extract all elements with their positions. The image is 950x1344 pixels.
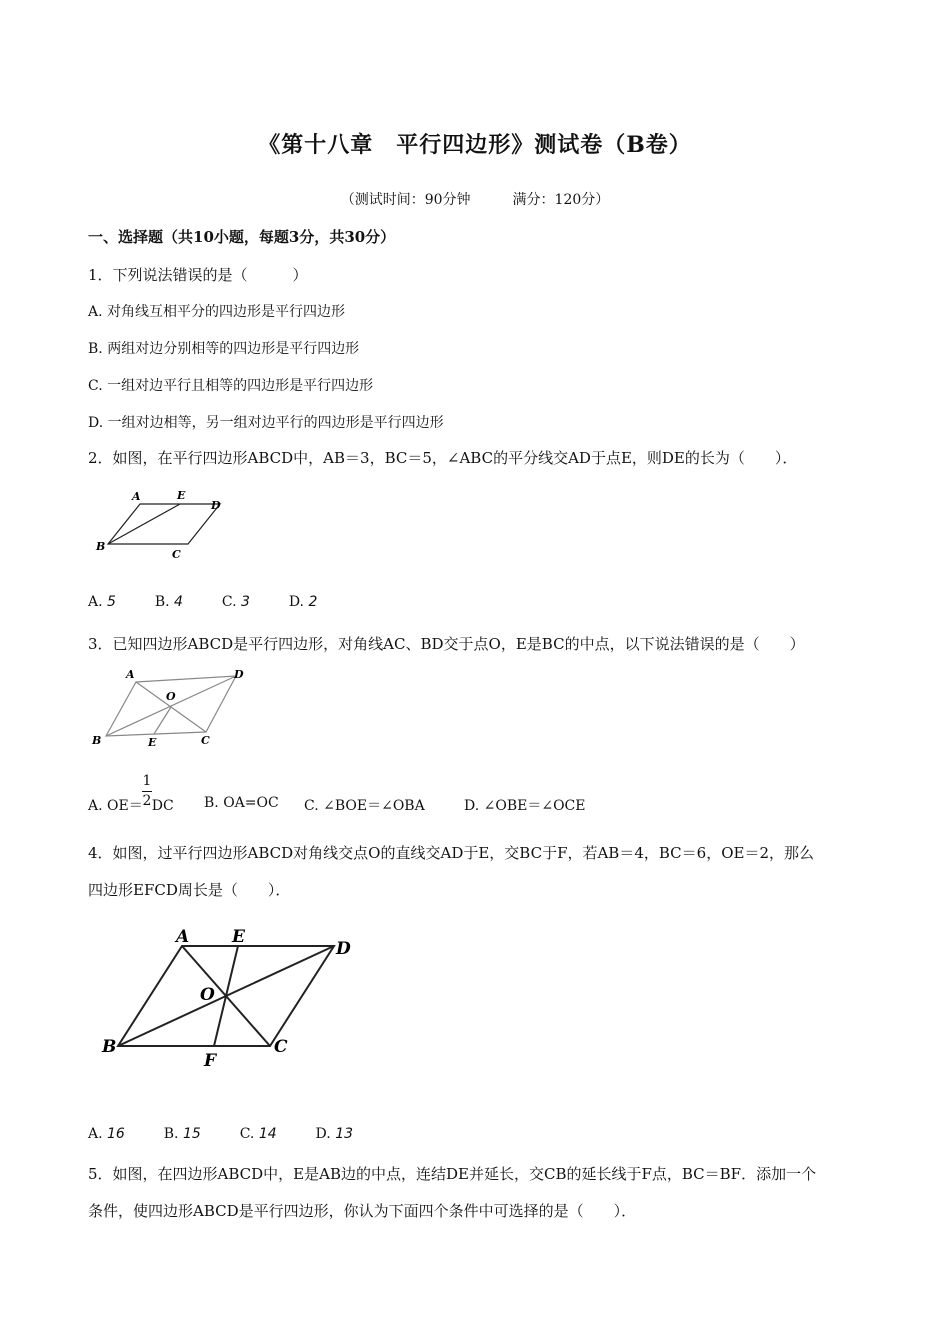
page-title: 《第十八章 平行四边形》测试卷（B卷） xyxy=(258,132,692,158)
question-3-option-b: B. OA=OC xyxy=(204,795,279,811)
question-1-option-c: C. 一组对边平行且相等的四边形是平行四边形 xyxy=(88,378,374,394)
question-2-figure xyxy=(88,482,238,562)
q2-label-c: C xyxy=(172,548,181,561)
q3-label-b: B xyxy=(92,734,102,747)
question-4-options: A. 16 B. 15 C. 14 D. 13 xyxy=(88,1126,354,1142)
q4-label-d: D xyxy=(336,939,351,959)
section-heading: 一、选择题（共10小题，每题3分，共30分） xyxy=(88,228,396,246)
q2-label-a: A xyxy=(132,490,141,503)
question-4-line-2: 四边形EFCD周长是（ ）． xyxy=(88,881,291,899)
q4-label-b: B xyxy=(102,1037,117,1057)
question-1-stem: 1．下列说法错误的是（ ） xyxy=(88,266,308,284)
question-2-stem: 2．如图，在平行四边形ABCD中，AB＝3，BC＝5，∠ABC的平分线交AD于点E，则DE的长为（ ）． xyxy=(88,449,798,467)
question-3-option-a: A. OE＝ DC xyxy=(88,798,174,814)
question-5-line-1: 5．如图，在四边形ABCD中，E是AB边的中点，连结DE并延长，交CB的延长线于F点，BC＝BF．添加一个 xyxy=(88,1165,817,1183)
question-1-option-d: D. 一组对边相等，另一组对边平行的四边形是平行四边形 xyxy=(88,415,444,431)
q2-label-b: B xyxy=(96,540,106,553)
q2-label-d: D xyxy=(211,499,221,512)
q3-label-e: E xyxy=(148,736,157,749)
fraction-one-half: 1 2 xyxy=(142,773,152,809)
q3-label-c: C xyxy=(201,734,210,747)
question-1-option-a: A. 对角线互相平分的四边形是平行四边形 xyxy=(88,304,346,320)
question-5-line-2: 条件，使四边形ABCD是平行四边形，你认为下面四个条件中可选择的是（ ）． xyxy=(88,1202,637,1220)
test-info: （测试时间：90分钟 满分：120分） xyxy=(340,192,610,208)
q3-label-a: A xyxy=(126,668,135,681)
question-1-option-b: B. 两组对边分别相等的四边形是平行四边形 xyxy=(88,341,360,357)
question-4-line-1: 4．如图，过平行四边形ABCD对角线交点O的直线交AD于E，交BC于F，若AB＝4，BC＝6，OE＝2，那么 xyxy=(88,844,814,862)
q4-label-o: O xyxy=(200,985,215,1005)
q4-label-a: A xyxy=(176,927,190,947)
question-4-figure xyxy=(88,920,368,1070)
q3-label-d: D xyxy=(234,668,244,681)
q4-label-e: E xyxy=(232,927,245,947)
q4-label-c: C xyxy=(274,1037,288,1057)
question-3-option-d: D. ∠OBE＝∠OCE xyxy=(464,798,586,814)
q2-label-e: E xyxy=(177,489,186,502)
question-2-options: A. 5 B. 4 C. 3 D. 2 xyxy=(88,594,318,610)
question-3-option-c: C. ∠BOE＝∠OBA xyxy=(304,798,425,814)
question-3-figure xyxy=(88,664,258,754)
q4-label-f: F xyxy=(204,1051,217,1070)
question-3-stem: 3．已知四边形ABCD是平行四边形，对角线AC、BD交于点O，E是BC的中点，以下说法错误的是（ ） xyxy=(88,635,805,653)
q3-label-o: O xyxy=(166,690,176,703)
